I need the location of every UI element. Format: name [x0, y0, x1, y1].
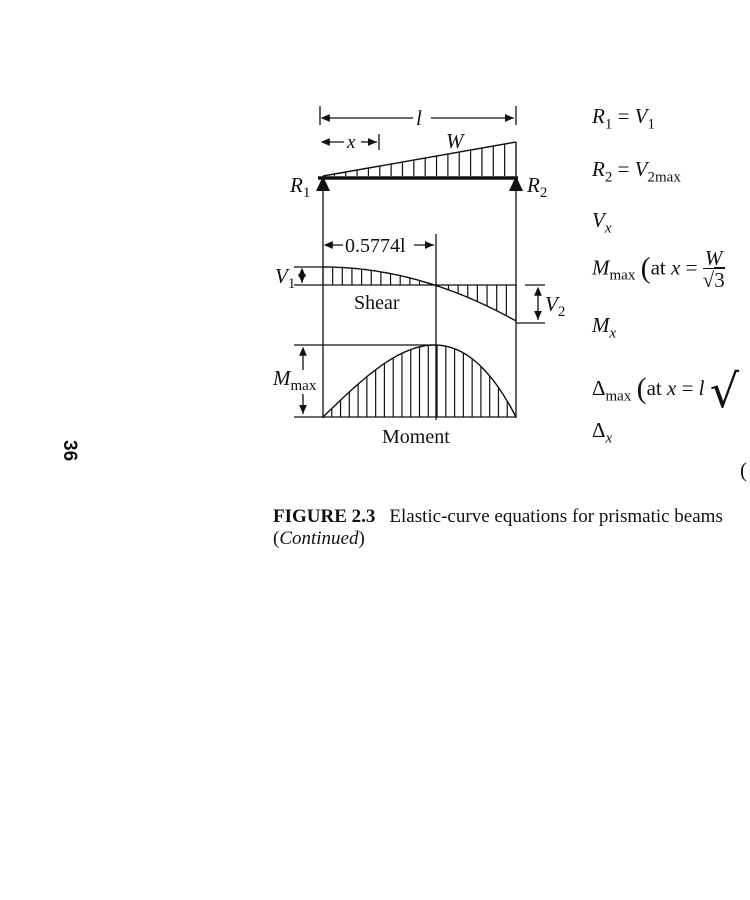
page-number: 36 [59, 440, 80, 462]
moment-diagram [323, 345, 516, 417]
caption-continued: Continued [279, 528, 359, 549]
shear-label: Shear [354, 292, 400, 314]
v1-label: $V_1$ [275, 264, 296, 292]
equation-dx: $\Delta_x$ [592, 418, 613, 447]
equation-mmax: $M_{max}$ (at x = $\frac{W}{√3}$ [592, 246, 725, 292]
fraction-w-over-root3: $\frac{W}{√3}$ [702, 246, 725, 292]
v2-label: $V_2$ [545, 292, 566, 320]
equation-dmax: $\Delta_{max}$ (at x = l √ [592, 364, 740, 418]
equation-vx: $V_x$ [592, 208, 612, 237]
load-label: W [446, 129, 464, 153]
square-root-icon: √ [709, 364, 740, 418]
shear-diagram [323, 267, 516, 321]
mmax-label: $M_{max}$ [273, 366, 317, 394]
figure-caption: FIGURE 2.3 Elastic-curve equations for prismatic beams (Continued) [273, 506, 723, 549]
moment-label: Moment [382, 426, 450, 448]
equation-r1: $R_1 = V_1$ [592, 104, 655, 133]
equation-mx: $M_x$ [592, 313, 617, 342]
truncated-equation-number: ( [740, 458, 747, 482]
x-label: x [347, 132, 356, 153]
caption-text: Elastic-curve equations for prismatic beams [389, 506, 723, 527]
left-reaction-label: $R_1$ [290, 173, 311, 201]
right-reaction-label: $R_2$ [527, 173, 548, 201]
zero-shear-label: 0.5774l [345, 235, 406, 257]
figure-label: FIGURE 2.3 [273, 506, 376, 527]
span-label: l [416, 106, 422, 130]
equation-r2: $R_2 = V_{2max}$ [592, 157, 681, 186]
beam [316, 176, 523, 191]
